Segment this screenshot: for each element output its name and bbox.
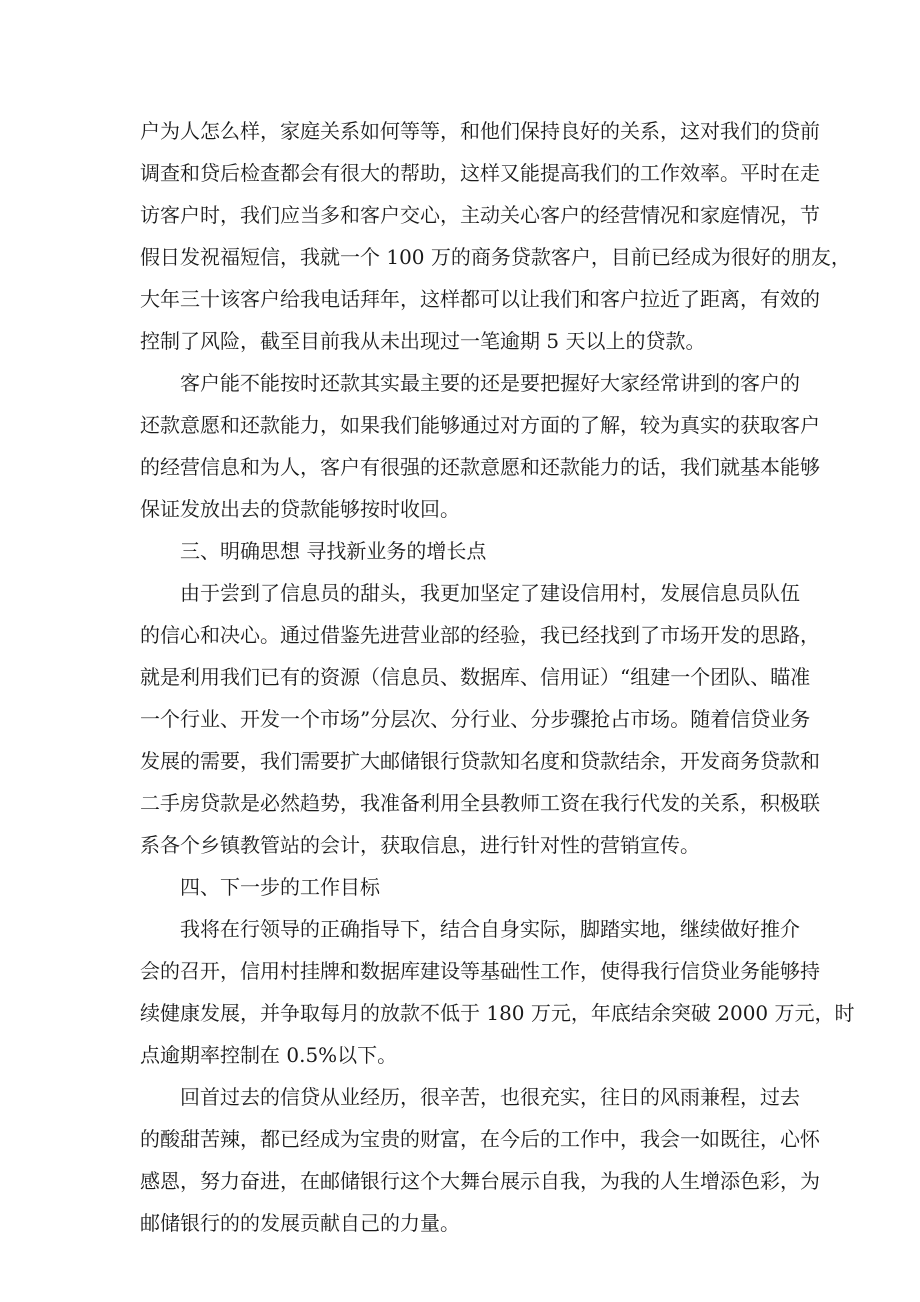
text-line: 我将在行领导的正确指导下，结合自身实际，脚踏实地，继续做好推介 bbox=[180, 917, 800, 941]
text-line: 邮储银行的的发展贡献自己的力量。 bbox=[140, 1211, 460, 1235]
text-line: 系各个乡镇教管站的会计，获取信息，进行针对性的营销宣传。 bbox=[140, 833, 700, 857]
text-line: 保证发放出去的贷款能够按时收回。 bbox=[140, 497, 460, 521]
text-line: 一个行业、开发一个市场”分层次、分行业、分步骤抢占市场。随着信贷业务 bbox=[140, 707, 811, 731]
heading-text: 四、下一步的工作目标 bbox=[180, 875, 380, 899]
section-heading-4 bbox=[140, 866, 780, 908]
text-line: 发展的需要，我们需要扩大邮储银行贷款知名度和贷款结余，开发商务贷款和 bbox=[140, 749, 820, 773]
text-line: 控制了风险，截至目前我从未出现过一笔逾期 5 天以上的贷款。 bbox=[140, 329, 706, 353]
text-line: 假日发祝福短信，我就一个 100 万的商务贷款客户，目前已经成为很好的朋友， bbox=[140, 245, 851, 269]
paragraph-closing bbox=[140, 1076, 820, 1244]
text-line: 点逾期率控制在 0.5%以下。 bbox=[140, 1043, 398, 1067]
paragraph-repayment bbox=[140, 362, 820, 530]
text-line: 感恩，努力奋进，在邮储银行这个大舞台展示自我，为我的人生增添色彩，为 bbox=[140, 1169, 820, 1193]
text-line: 回首过去的信贷从业经历，很辛苦，也很充实，往日的风雨兼程，过去 bbox=[180, 1085, 800, 1109]
text-line: 客户能不能按时还款其实最主要的还是要把握好大家经常讲到的客户的 bbox=[180, 371, 800, 395]
text-line: 就是利用我们已有的资源（信息员、数据库、信用证）“组建一个团队、瞄准 bbox=[140, 665, 811, 689]
paragraph-new-business bbox=[140, 572, 820, 866]
text-line: 的酸甜苦辣，都已经成为宝贵的财富，在今后的工作中，我会一如既往，心怀 bbox=[140, 1127, 820, 1151]
text-line: 户为人怎么样，家庭关系如何等等，和他们保持良好的关系，这对我们的贷前 bbox=[140, 119, 820, 143]
text-line: 会的召开，信用村挂牌和数据库建设等基础性工作，使得我行信贷业务能够持 bbox=[140, 959, 820, 983]
text-line: 的经营信息和为人，客户有很强的还款意愿和还款能力的话，我们就基本能够 bbox=[140, 455, 820, 479]
heading-text: 三、明确思想 寻找新业务的增长点 bbox=[180, 539, 487, 563]
paragraph-goals bbox=[140, 908, 855, 1076]
section-heading-3 bbox=[140, 530, 780, 572]
text-line: 大年三十该客户给我电话拜年，这样都可以让我们和客户拉近了距离，有效的 bbox=[140, 287, 820, 311]
text-line: 调查和贷后检查都会有很大的帮助，这样又能提高我们的工作效率。平时在走 bbox=[140, 161, 820, 185]
text-line: 由于尝到了信息员的甜头，我更加坚定了建设信用村，发展信息员队伍 bbox=[180, 581, 800, 605]
text-line: 续健康发展，并争取每月的放款不低于 180 万元，年底结余突破 2000 万元，时 bbox=[140, 1001, 855, 1025]
text-line: 访客户时，我们应当多和客户交心，主动关心客户的经营情况和家庭情况，节 bbox=[140, 203, 820, 227]
document-body bbox=[140, 110, 855, 1244]
text-line: 还款意愿和还款能力，如果我们能够通过对方面的了解，较为真实的获取客户 bbox=[140, 413, 820, 437]
paragraph-continued bbox=[140, 110, 851, 362]
text-line: 二手房贷款是必然趋势，我准备利用全县教师工资在我行代发的关系，积极联 bbox=[140, 791, 820, 815]
text-line: 的信心和决心。通过借鉴先进营业部的经验，我已经找到了市场开发的思路， bbox=[140, 623, 820, 647]
